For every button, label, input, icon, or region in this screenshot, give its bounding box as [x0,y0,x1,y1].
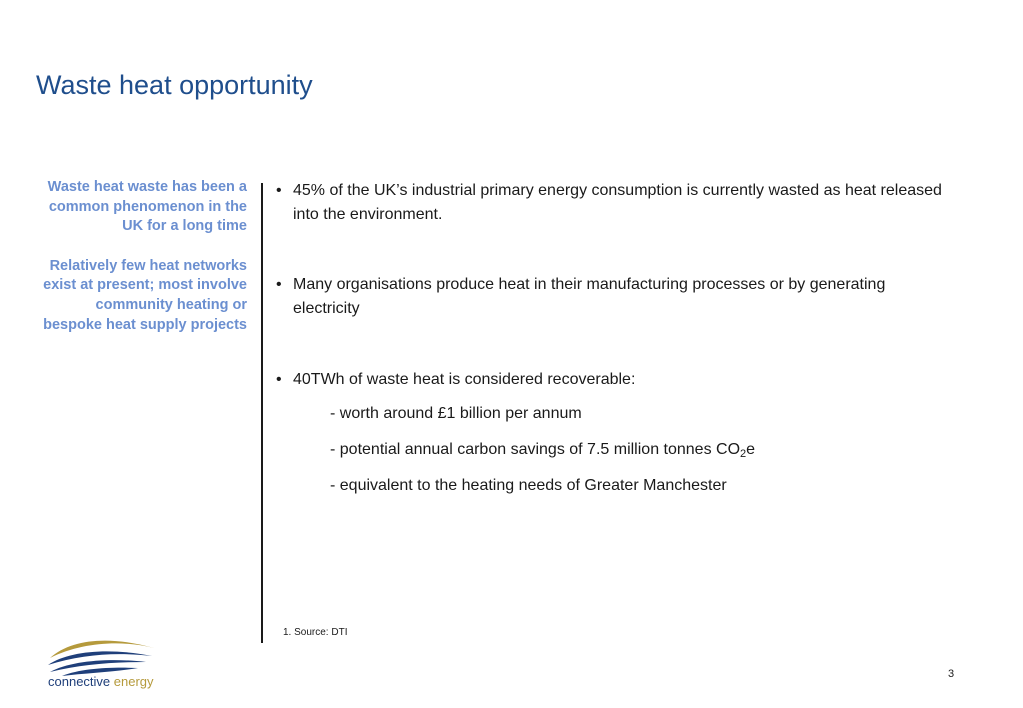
bullet-marker: • [276,182,282,199]
bullet-text: 40TWh of waste heat is considered recoverable: [293,371,636,388]
sub-item [330,438,755,462]
bullet-item [276,273,956,321]
bullet-item [276,368,635,392]
sub-item: - worth around £1 billion per annum [330,405,582,422]
sub-item: - equivalent to the heating needs of Greater Manchester [330,477,727,494]
sub-item-suffix: e [746,441,756,458]
sidebar-notes [40,178,247,335]
logo-wordmark [48,674,154,689]
slide-title: Waste heat opportunity [36,70,313,100]
logo-word: energy [113,674,154,689]
page-number: 3 [948,668,955,680]
sidebar-note: Waste heat waste has been a common phenomenon in the UK for a long time [47,179,247,235]
bullet-text: Many organisations produce heat in their manufacturing processes or by generating electricity [293,276,886,317]
bullet-text: 45% of the UK’s industrial primary energy consumption is currently wasted as heat released into the environment. [293,182,942,223]
logo-word: connective [48,674,111,689]
subscript: 2 [740,448,747,460]
bullet-marker: • [276,276,282,293]
sub-item-text: - potential annual carbon savings of 7.5 million tonnes CO [330,441,741,458]
source-footnote: 1. Source: DTI [283,627,348,638]
bullet-marker: • [276,371,282,388]
vertical-divider [261,183,263,643]
sidebar-note: Relatively few heat networks exist at present; most involve community heating or bespoke heat supply projects [43,257,247,333]
bullet-item [276,179,956,227]
